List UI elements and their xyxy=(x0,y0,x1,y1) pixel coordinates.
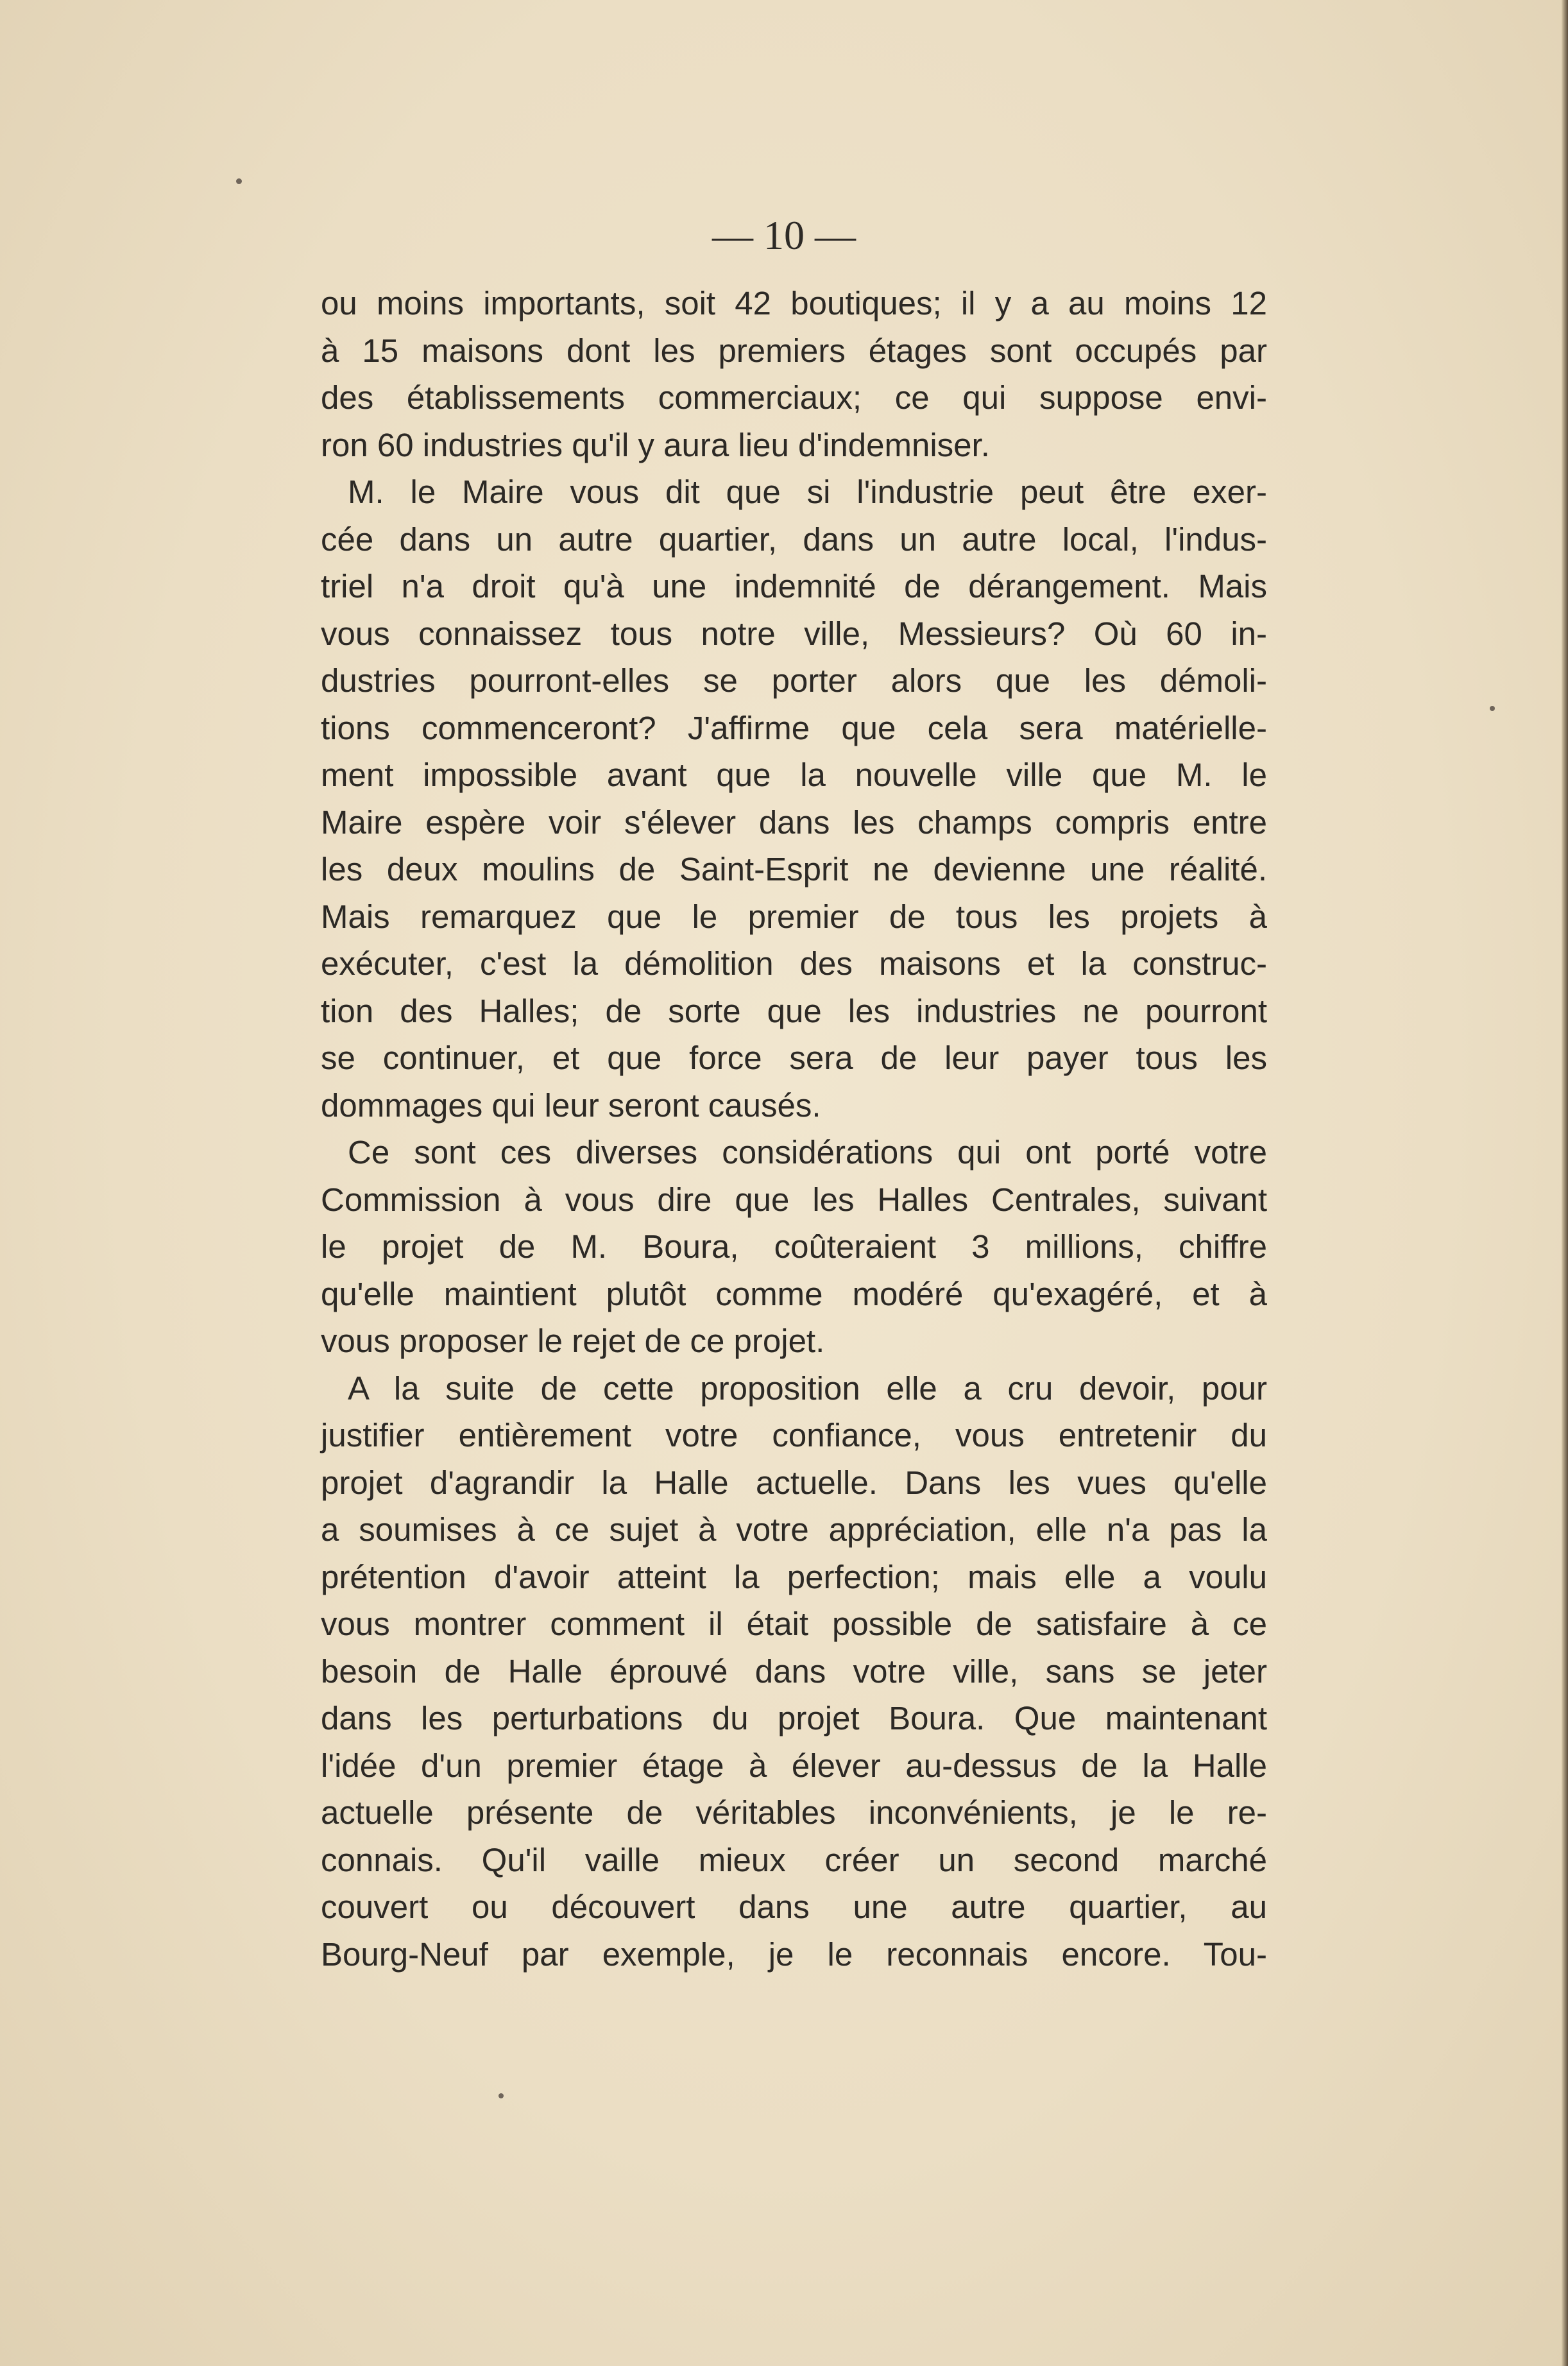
text-line: cée dans un autre quartier, dans un autre local, l'indus- xyxy=(321,520,1267,558)
text-line: connais. Qu'il vaille mieux créer un second marché xyxy=(321,1841,1267,1878)
text-line: l'idée d'un premier étage à élever au-dessus de la Halle xyxy=(321,1747,1267,1784)
text-line: Commission à vous dire que les Halles Centrales, suivant xyxy=(321,1181,1267,1218)
paper-speck xyxy=(1490,706,1495,711)
text-line: ron 60 industries qu'il y aura lieu d'indemniser. xyxy=(321,426,990,463)
text-line: Mais remarquez que le premier de tous les projets à xyxy=(321,898,1267,935)
text-line: M. le Maire vous dit que si l'industrie peut être exer- xyxy=(348,474,1267,510)
text-line: ou moins importants, soit 42 boutiques; il y a au moins 12 xyxy=(321,285,1267,321)
page-edge-shadow xyxy=(1562,0,1568,2366)
text-line: vous connaissez tous notre ville, Messieurs? Où 60 in- xyxy=(321,615,1267,652)
body-text xyxy=(321,280,1267,1978)
text-line: vous proposer le rejet de ce projet. xyxy=(321,1323,825,1359)
text-line: se continuer, et que force sera de leur payer tous les xyxy=(321,1040,1267,1076)
text-line: des établissements commerciaux; ce qui suppose envi- xyxy=(321,379,1267,416)
text-line: actuelle présente de véritables inconvénients, je le re- xyxy=(321,1794,1267,1831)
text-line: A la suite de cette proposition elle a cru devoir, pour xyxy=(348,1369,1267,1407)
text-line: ment impossible avant que la nouvelle ville que M. le xyxy=(321,757,1267,793)
text-line: à 15 maisons dont les premiers étages sont occupés par xyxy=(321,332,1267,369)
text-line: prétention d'avoir atteint la perfection; mais elle a voulu xyxy=(321,1558,1267,1595)
text-line: Ce sont ces diverses considérations qui ont porté votre xyxy=(348,1134,1267,1170)
text-line: projet d'agrandir la Halle actuelle. Dans les vues qu'elle xyxy=(321,1464,1267,1501)
text-line: triel n'a droit qu'à une indemnité de dérangement. Mais xyxy=(321,568,1267,604)
text-line: Bourg-Neuf par exemple, je le reconnais encore. Tou- xyxy=(321,1935,1267,1973)
paper-speck xyxy=(499,2093,504,2098)
text-line: Maire espère voir s'élever dans les champs compris entre xyxy=(321,803,1267,841)
text-line: les deux moulins de Saint-Esprit ne devienne une réalité. xyxy=(321,851,1267,887)
text-line: dustries pourront-elles se porter alors que les démoli- xyxy=(321,662,1267,699)
text-line: vous montrer comment il était possible de satisfaire à ce xyxy=(321,1606,1267,1642)
text-line: besoin de Halle éprouvé dans votre ville, sans se jeter xyxy=(321,1652,1267,1690)
paper-speck xyxy=(236,178,242,184)
text-line: couvert ou découvert dans une autre quartier, au xyxy=(321,1889,1267,1925)
text-line: dommages qui leur seront causés. xyxy=(321,1086,821,1124)
text-line: exécuter, c'est la démolition des maisons et la construc- xyxy=(321,945,1267,982)
page-number: — 10 — xyxy=(712,212,856,258)
text-line: dans les perturbations du projet Boura. Que maintenant xyxy=(321,1700,1267,1736)
text-line: a soumises à ce sujet à votre appréciation, elle n'a pas la xyxy=(321,1511,1267,1548)
text-line: qu'elle maintient plutôt comme modéré qu'exagéré, et à xyxy=(321,1275,1267,1312)
text-line: le projet de M. Boura, coûteraient 3 millions, chiffre xyxy=(321,1228,1267,1265)
text-line: justifier entièrement votre confiance, vous entretenir du xyxy=(321,1417,1267,1453)
text-line: tion des Halles; de sorte que les industries ne pourront xyxy=(321,992,1267,1029)
text-line: tions commenceront? J'affirme que cela sera matérielle- xyxy=(321,709,1267,746)
